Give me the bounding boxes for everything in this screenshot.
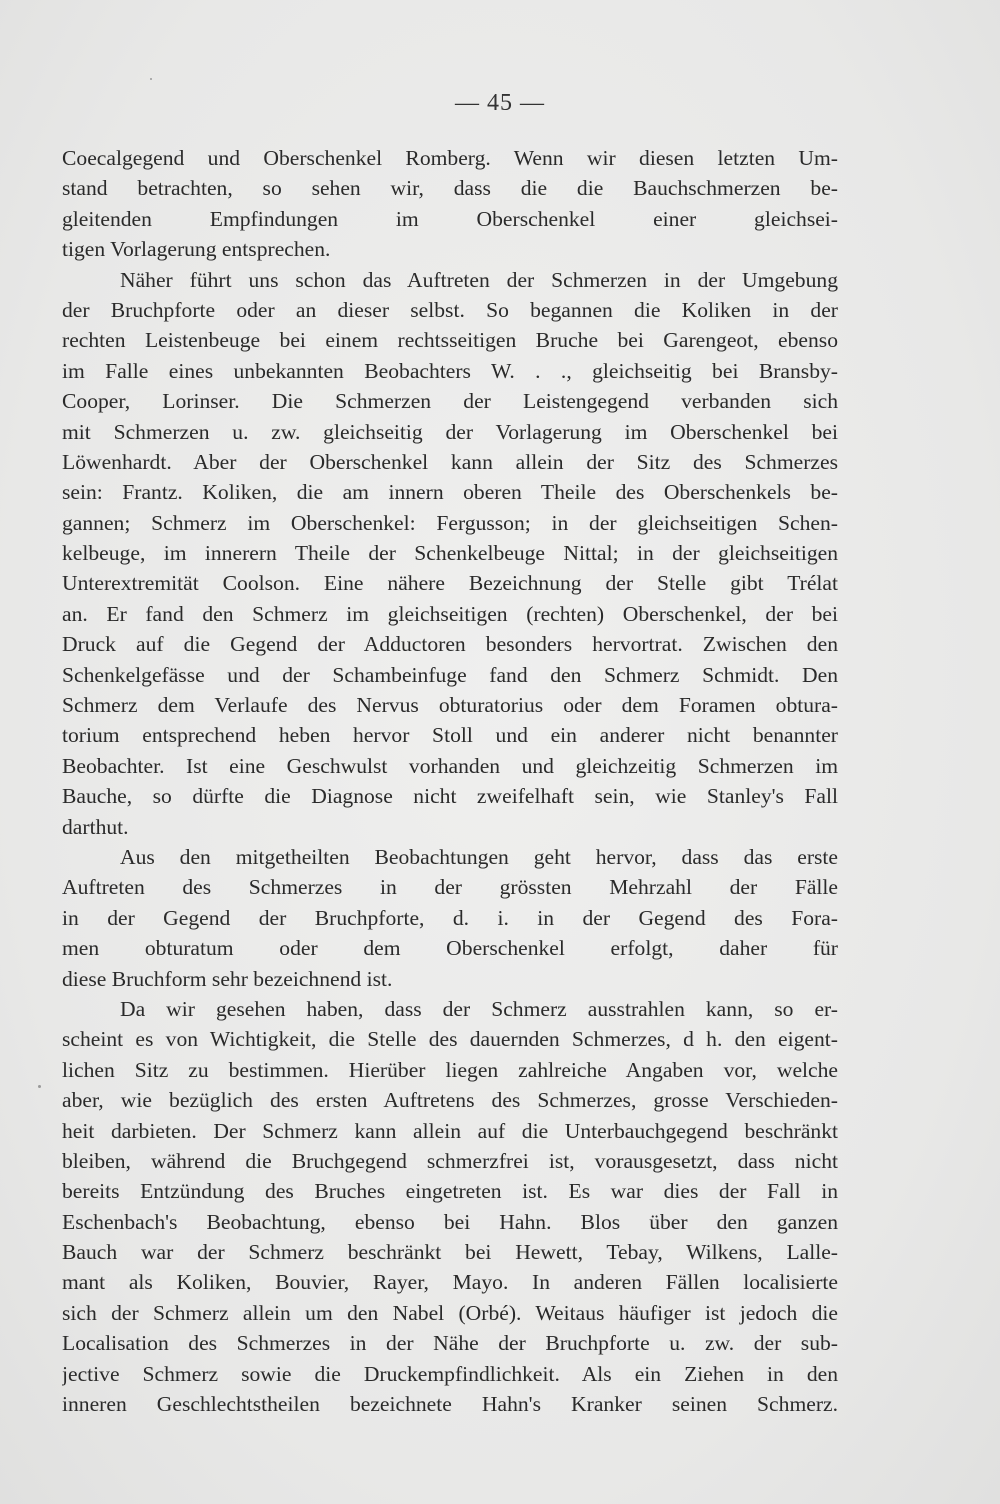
text-line: sein: Frantz. Koliken, die am innern oberen Theile des Oberschenkels be-: [62, 480, 838, 505]
text-line: im Falle eines unbekannten Beobachters W. . ., gleichseitig bei Bransby-: [62, 358, 838, 383]
page-number: — 45 —: [455, 90, 545, 116]
text-line: bleiben, während die Bruchgegend schmerzfrei ist, vorausgesetzt, dass nicht: [62, 1148, 838, 1173]
text-line: mant als Koliken, Bouvier, Rayer, Mayo. In anderen Fällen localisierte: [62, 1270, 838, 1295]
text-line: Coecalgegend und Oberschenkel Romberg. Wenn wir diesen letzten Um-: [62, 146, 838, 170]
text-line: Bauch war der Schmerz beschränkt bei Hewett, Tebay, Wilkens, Lalle-: [62, 1240, 838, 1265]
text-line: Schmerz dem Verlaufe des Nervus obturatorius oder dem Foramen obtura-: [62, 693, 838, 718]
text-line: in der Gegend der Bruchpforte, d. i. in der Gegend des Fora-: [62, 905, 838, 930]
body-text: [62, 143, 838, 1419]
text-line: inneren Geschlechtstheilen bezeichnete Hahn's Kranker seinen Schmerz.: [62, 1392, 838, 1417]
text-line: Auftreten des Schmerzes in der grössten Mehrzahl der Fälle: [62, 875, 838, 900]
text-line: Druck auf die Gegend der Adductoren besonders hervortrat. Zwischen den: [62, 632, 838, 657]
text-line: rechten Leistenbeuge bei einem rechtsseitigen Bruche bei Garengeot, ebenso: [62, 328, 838, 353]
text-line: scheint es von Wichtigkeit, die Stelle des dauernden Schmerzes, d h. den eigent-: [62, 1027, 838, 1052]
text-line: mit Schmerzen u. zw. gleichseitig der Vorlagerung im Oberschenkel bei: [62, 419, 838, 444]
text-line: aber, wie bezüglich des ersten Auftretens des Schmerzes, grosse Verschieden-: [62, 1088, 838, 1113]
text-line: heit darbieten. Der Schmerz kann allein auf die Unterbauchgegend beschränkt: [62, 1118, 838, 1143]
text-line: an. Er fand den Schmerz im gleichseitigen (rechten) Oberschenkel, der bei: [62, 601, 838, 626]
text-line: stand betrachten, so sehen wir, dass die die Bauchschmerzen be-: [62, 176, 838, 201]
text-line: Schenkelgefässe und der Schambeinfuge fand den Schmerz Schmidt. Den: [62, 662, 838, 687]
text-line: jective Schmerz sowie die Druckempfindlichkeit. Als ein Ziehen in den: [62, 1361, 838, 1386]
text-line: Beobachter. Ist eine Geschwulst vorhanden und gleichzeitig Schmerzen im: [62, 753, 838, 778]
text-line: Cooper, Lorinser. Die Schmerzen der Leistengegend verbanden sich: [62, 389, 838, 414]
text-line: bereits Entzündung des Bruches eingetreten ist. Es war dies der Fall in: [62, 1179, 838, 1204]
text-line: Da wir gesehen haben, dass der Schmerz ausstrahlen kann, so er-: [120, 996, 838, 1021]
text-line: Aus den mitgetheilten Beobachtungen geht hervor, dass das erste: [120, 844, 838, 869]
text-line: Unterextremität Coolson. Eine nähere Bezeichnung der Stelle gibt Trélat: [62, 571, 838, 596]
text-line: Bauche, so dürfte die Diagnose nicht zweifelhaft sein, wie Stanley's Fall: [62, 784, 838, 809]
text-line: Löwenhardt. Aber der Oberschenkel kann allein der Sitz des Schmerzes: [62, 449, 838, 474]
text-line: lichen Sitz zu bestimmen. Hierüber liegen zahlreiche Angaben vor, welche: [62, 1057, 838, 1082]
text-line: sich der Schmerz allein um den Nabel (Orbé). Weitaus häufiger ist jedoch die: [62, 1300, 838, 1325]
text-line: Eschenbach's Beobachtung, ebenso bei Hahn. Blos über den ganzen: [62, 1209, 838, 1234]
text-line: gleitenden Empfindungen im Oberschenkel einer gleichsei-: [62, 206, 838, 231]
text-line: gannen; Schmerz im Oberschenkel: Fergusson; in der gleichseitigen Schen-: [62, 510, 838, 535]
text-line: torium entsprechend heben hervor Stoll und ein anderer nicht benannter: [62, 723, 838, 748]
text-line: men obturatum oder dem Oberschenkel erfolgt, daher für: [62, 936, 838, 961]
text-line: diese Bruchform sehr bezeichnend ist.: [62, 966, 393, 991]
text-line: tigen Vorlagerung entsprechen.: [62, 237, 331, 262]
text-line: kelbeuge, im innerern Theile der Schenkelbeuge Nittal; in der gleichseitigen: [62, 541, 838, 566]
paper-speck: [150, 78, 152, 80]
paper-speck: [38, 1085, 41, 1088]
text-line: der Bruchpforte oder an dieser selbst. So begannen die Koliken in der: [62, 297, 838, 322]
text-line: Näher führt uns schon das Auftreten der Schmerzen in der Umgebung: [120, 267, 838, 292]
text-line: darthut.: [62, 814, 129, 839]
text-line: Localisation des Schmerzes in der Nähe der Bruchpforte u. zw. der sub-: [62, 1331, 838, 1356]
